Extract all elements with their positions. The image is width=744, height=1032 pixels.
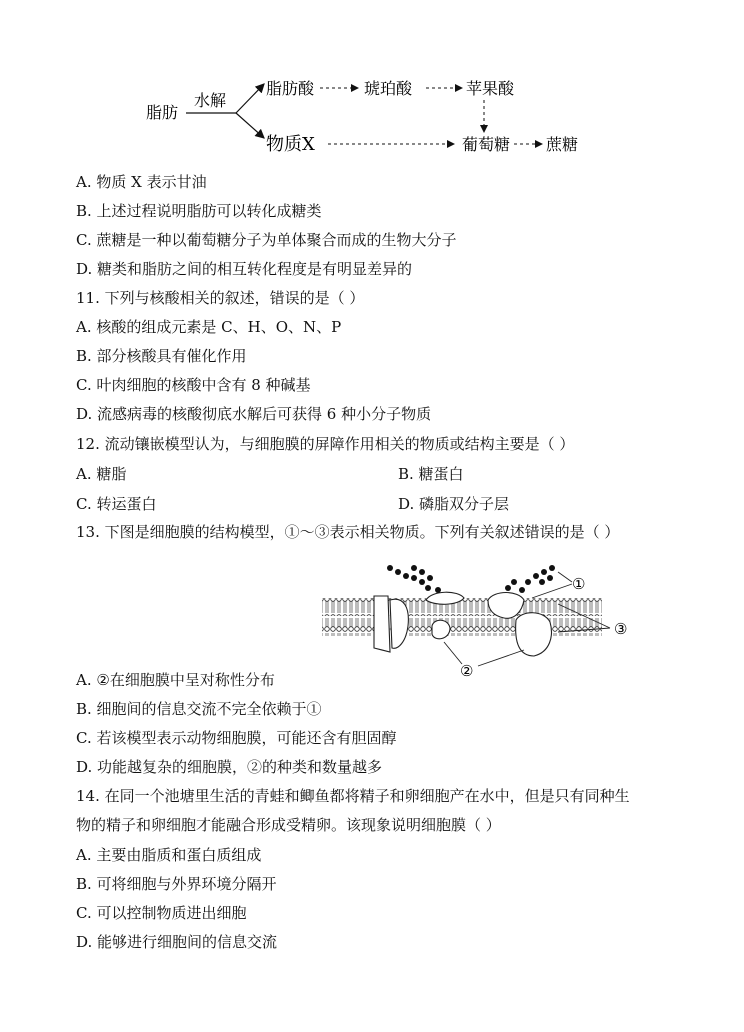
transmembrane-protein-left-b	[390, 599, 408, 648]
sugar-chain-right	[505, 565, 555, 593]
branch-down-line	[236, 113, 264, 138]
q13-stem: 13. 下图是细胞膜的结构模型，①～③表示相关物质。下列有关叙述错误的是（ ）	[76, 523, 620, 541]
q11-option-c: C. 叶肉细胞的核酸中含有 8 种碱基	[76, 376, 311, 394]
q11-stem: 11. 下列与核酸相关的叙述，错误的是（ ）	[76, 289, 365, 307]
q14-option-a: A. 主要由脂质和蛋白质组成	[76, 846, 262, 864]
q10-option-b: B. 上述过程说明脂肪可以转化成糖类	[76, 202, 322, 220]
q11-option-a: A. 核酸的组成元素是 C、H、O、N、P	[76, 318, 342, 336]
succinic-acid-label: 琥珀酸	[364, 79, 413, 98]
q12-option-b: B. 糖蛋白	[398, 465, 464, 483]
q13-option-b: B. 细胞间的信息交流不完全依赖于①	[76, 700, 322, 718]
substance-x-label: 物质X	[266, 134, 315, 155]
q14-option-c: C. 可以控制物质进出细胞	[76, 904, 247, 922]
malic-acid-label: 苹果酸	[466, 79, 515, 98]
q11-option-d: D. 流感病毒的核酸彻底水解后可获得 6 种小分子物质	[76, 405, 432, 423]
q14-option-d: D. 能够进行细胞间的信息交流	[76, 933, 278, 951]
q11-option-b: B. 部分核酸具有催化作用	[76, 347, 247, 365]
transmembrane-protein-left	[374, 596, 390, 652]
marker-1: ①	[572, 575, 586, 593]
leader-1a	[558, 572, 572, 582]
hydrolysis-label: 水解	[194, 91, 227, 110]
sucrose-label: 蔗糖	[546, 135, 579, 154]
q14-stem-line1: 14. 在同一个池塘里生活的青蛙和鲫鱼都将精子和卵细胞产在水中，但是只有同种生	[76, 787, 630, 805]
q13-option-a: A. ②在细胞膜中呈对称性分布	[76, 671, 275, 689]
leader-2a	[444, 642, 462, 664]
q13-option-d: D. 功能越复杂的细胞膜，②的种类和数量越多	[76, 758, 383, 776]
fatty-acid-label: 脂肪酸	[266, 79, 315, 98]
q12-option-d: D. 磷脂双分子层	[398, 495, 510, 513]
q12-option-a: A. 糖脂	[76, 465, 127, 483]
q13-option-c: C. 若该模型表示动物细胞膜，可能还含有胆固醇	[76, 729, 397, 747]
embedded-protein-small	[432, 620, 450, 639]
outer-lipid-layer	[322, 598, 602, 616]
inner-lipid-layer	[322, 618, 602, 636]
peripheral-protein-top	[426, 592, 464, 604]
fat-label: 脂肪	[146, 103, 179, 122]
q12-stem: 12. 流动镶嵌模型认为，与细胞膜的屏障作用相关的物质或结构主要是（ ）	[76, 435, 575, 453]
q10-option-d: D. 糖类和脂肪之间的相互转化程度是有明显差异的	[76, 260, 413, 278]
fat-conversion-diagram	[140, 68, 600, 160]
sugar-chain-left	[387, 565, 441, 593]
marker-2: ②	[460, 662, 474, 678]
embedded-protein-large	[516, 613, 552, 656]
q14-option-b: B. 可将细胞与外界环境分隔开	[76, 875, 277, 893]
cell-membrane-model-diagram	[318, 560, 638, 678]
leader-1b	[532, 584, 572, 598]
leader-2b	[478, 650, 524, 666]
q10-option-a: A. 物质 X 表示甘油	[76, 173, 207, 191]
q12-option-c: C. 转运蛋白	[76, 495, 157, 513]
q10-option-c: C. 蔗糖是一种以葡萄糖分子为单体聚合而成的生物大分子	[76, 231, 457, 249]
marker-3: ③	[614, 620, 628, 638]
q14-stem-line2: 物的精子和卵细胞才能融合形成受精卵。该现象说明细胞膜（ ）	[76, 816, 501, 834]
glucose-label: 葡萄糖	[462, 135, 511, 154]
branch-up-line	[236, 84, 264, 113]
